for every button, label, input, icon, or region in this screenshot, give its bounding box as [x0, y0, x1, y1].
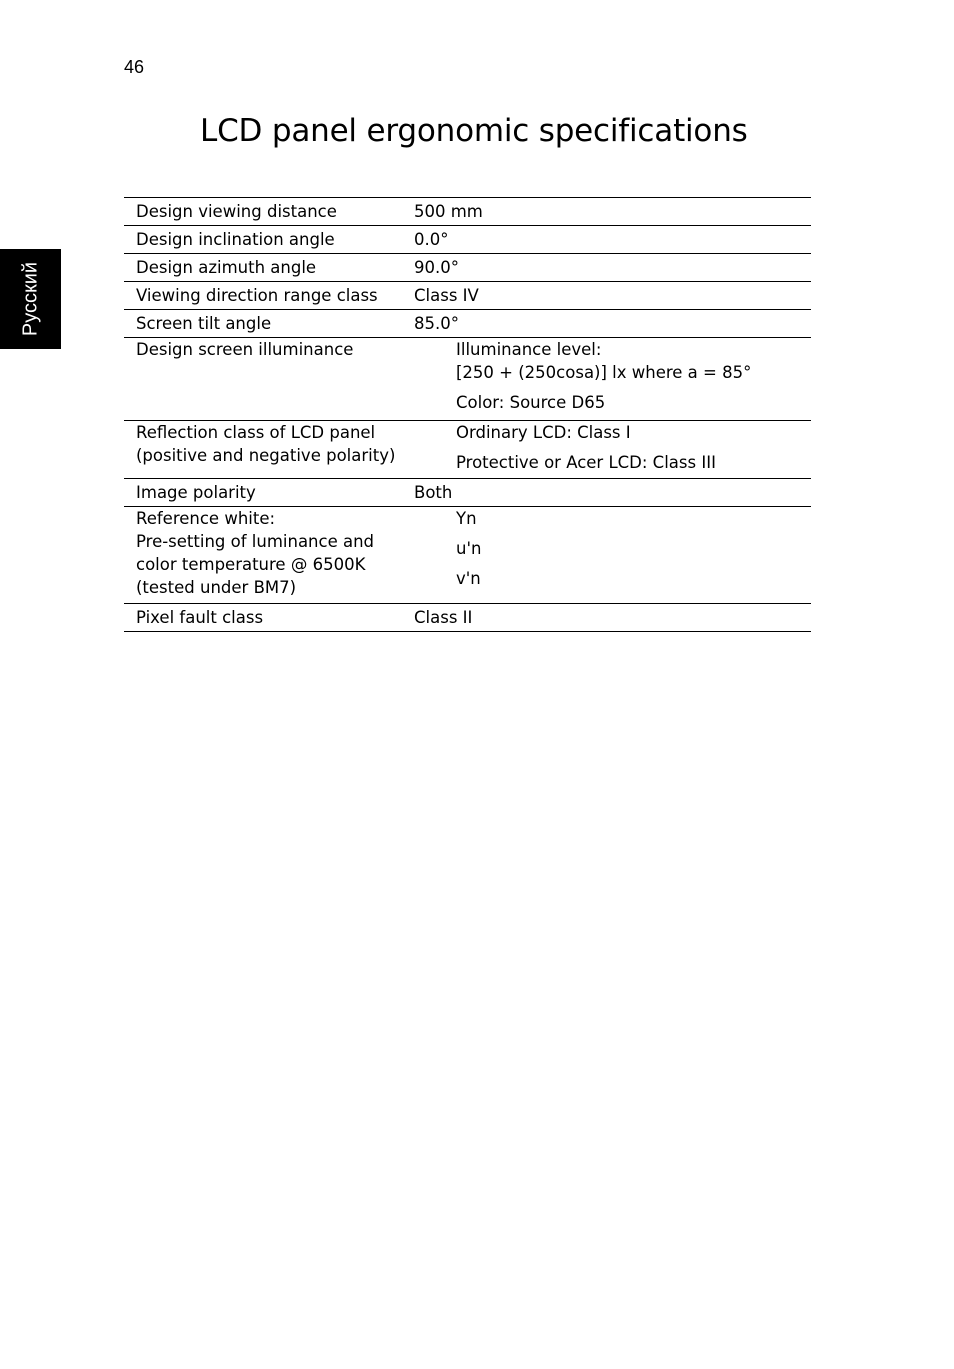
spec-value-list — [414, 507, 811, 603]
spec-label: Reference white: Pre-setting of luminance and color temperature @ 6500K (tested under BM7) — [136, 509, 375, 597]
table-row — [124, 479, 811, 507]
spec-value: Class II — [414, 607, 473, 627]
table-row — [124, 226, 811, 254]
page-title: LCD panel ergonomic specifications — [200, 113, 748, 149]
table-row — [124, 604, 811, 632]
spec-value-list — [414, 421, 811, 478]
spec-sub-value: u'n — [456, 539, 482, 558]
language-side-tab — [0, 249, 61, 349]
spec-value: 85.0° — [414, 313, 459, 333]
spec-sub-value: [250 + (250cosa)] lx where a = 85° — [456, 363, 752, 382]
spec-label: Design viewing distance — [136, 201, 337, 221]
spec-label: Design inclination angle — [136, 229, 335, 249]
spec-label: Pixel fault class — [136, 607, 264, 627]
page-number: 46 — [124, 57, 145, 77]
spec-sub-value: Illuminance level: — [456, 340, 602, 359]
table-row — [124, 254, 811, 282]
table-row — [124, 338, 811, 421]
spec-label: Design azimuth angle — [136, 257, 317, 277]
language-side-tab-label: Русский — [19, 261, 41, 337]
spec-table — [124, 197, 811, 632]
spec-sub-value: Ordinary LCD: Class I — [456, 423, 631, 442]
spec-label: Image polarity — [136, 482, 256, 502]
spec-value-list — [414, 338, 811, 420]
spec-sub-value: v'n — [456, 569, 481, 588]
spec-label: Design screen illuminance — [136, 340, 354, 359]
spec-value: 90.0° — [414, 257, 459, 277]
table-row — [124, 421, 811, 479]
table-row — [124, 198, 811, 226]
spec-label: Viewing direction range class — [136, 285, 378, 305]
spec-sub-value: Protective or Acer LCD: Class III — [456, 453, 716, 472]
spec-value: Class IV — [414, 285, 479, 305]
table-row — [124, 310, 811, 338]
spec-sub-value: Color: Source D65 — [456, 393, 606, 412]
spec-value: 0.0° — [414, 229, 449, 249]
spec-label: Screen tilt angle — [136, 313, 272, 333]
spec-sub-value: Yn — [456, 509, 477, 528]
spec-value: 500 mm — [414, 201, 483, 221]
table-row — [124, 507, 811, 604]
spec-value: Both — [414, 482, 453, 502]
spec-label: Reflection class of LCD panel (positive and negative polarity) — [136, 423, 396, 465]
table-row — [124, 282, 811, 310]
